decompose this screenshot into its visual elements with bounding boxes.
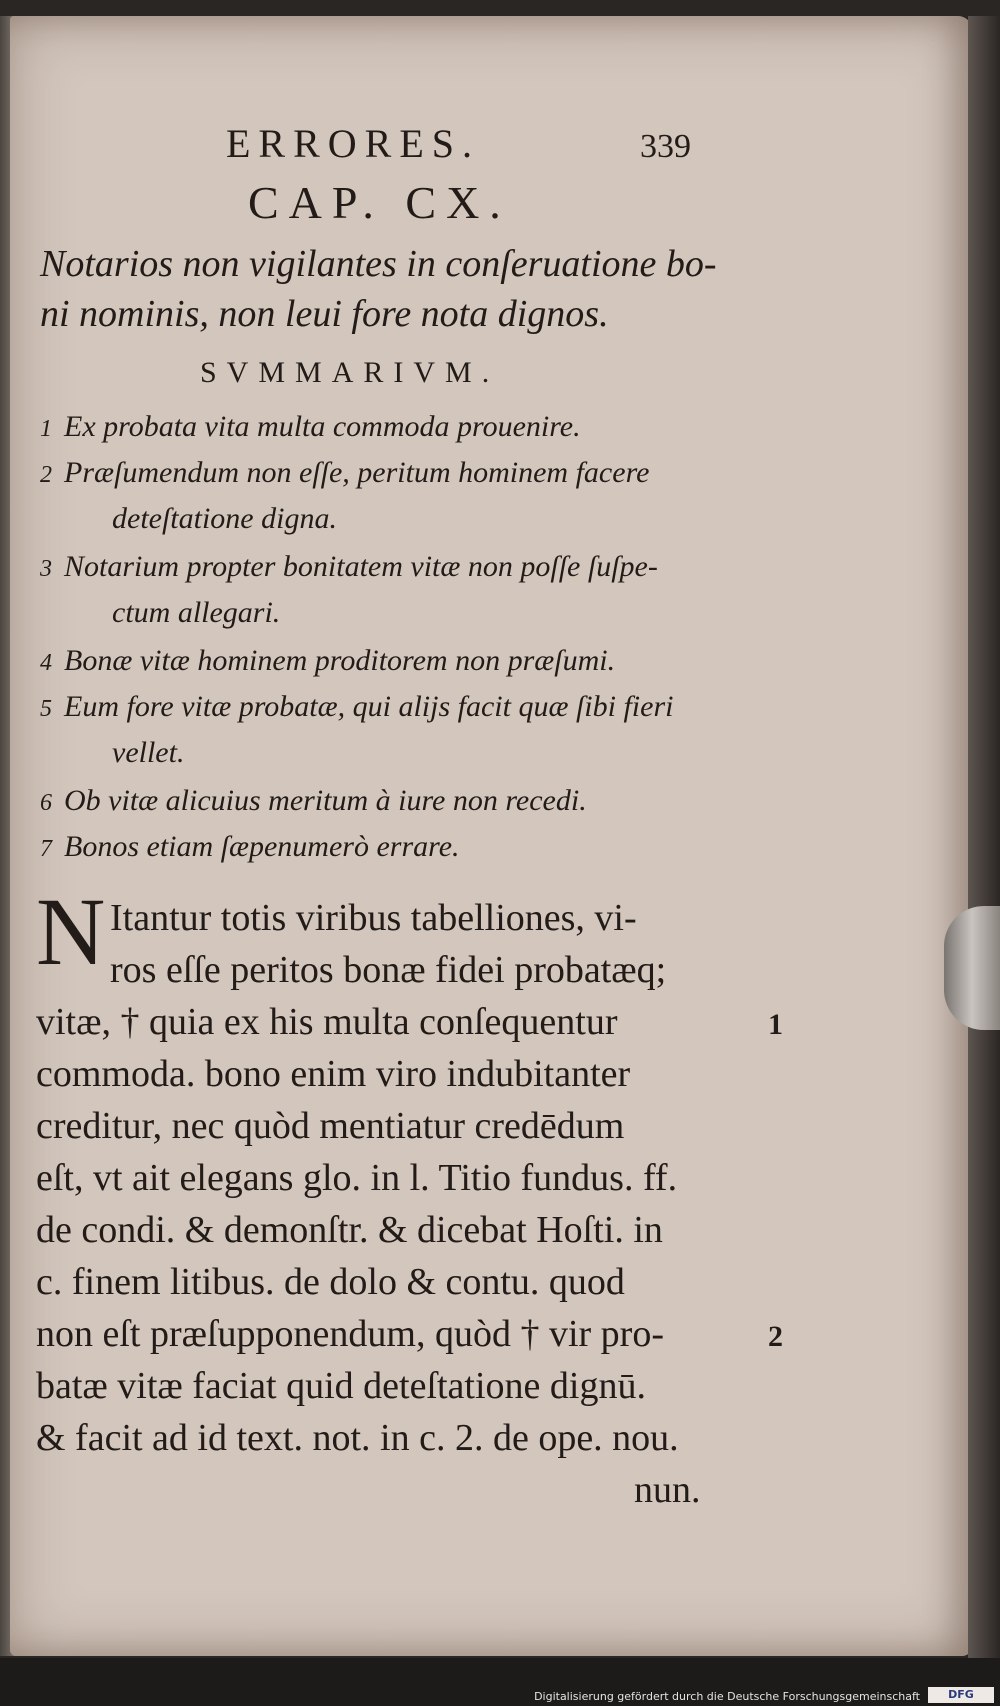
summary-number: 4	[40, 650, 52, 676]
summary-item-continuation: deteſtatione digna.	[112, 502, 337, 535]
chapter-heading-line: ni nominis, non leui fore nota dignos.	[40, 293, 609, 335]
body-line: c. finem litibus. de dolo & contu. quod	[36, 1261, 625, 1303]
summary-number: 6	[40, 790, 52, 816]
summary-item-continuation: ctum allegari.	[112, 596, 281, 629]
body-line: ros eſſe peritos bonæ fidei probatæq;	[110, 949, 667, 991]
summary-item: Ex probata vita multa commoda prouenire.	[64, 410, 581, 443]
running-title: ERRORES.	[226, 121, 481, 166]
summary-item: Notarium propter bonitatem vitæ non poſſe ſuſpe-	[64, 550, 658, 583]
drop-initial: N	[36, 878, 106, 985]
summary-number: 5	[40, 696, 52, 722]
body-line: creditur, nec quòd mentiatur credēdum	[36, 1105, 625, 1147]
summary-item: Ob vitæ alicuius meritum à iure non recedi.	[64, 784, 587, 817]
page-clip	[944, 906, 1000, 1030]
summary-item: Bonæ vitæ hominem proditorem non præſumi.	[64, 644, 616, 677]
margin-note-number: 1	[768, 1008, 783, 1041]
digitization-credit: Digitalisierung gefördert durch die Deutsche Forschungsgemeinschaft	[534, 1690, 920, 1703]
margin-note-number: 2	[768, 1320, 783, 1353]
summary-number: 7	[40, 836, 52, 862]
body-line: vitæ, † quia ex his multa conſequentur	[36, 1001, 618, 1043]
summary-item: Eum fore vitæ probatæ, qui alijs facit quæ ſibi fieri	[64, 690, 674, 723]
summary-number: 1	[40, 416, 52, 442]
catchword: nun.	[634, 1469, 701, 1511]
body-line: eſt, vt ait elegans glo. in l. Titio fundus. ff.	[36, 1157, 678, 1199]
page-number: 339	[640, 128, 691, 165]
body-line: de condi. & demonſtr. & dicebat Hoſti. in	[36, 1209, 663, 1251]
summary-item: Bonos etiam ſæpenumerò errare.	[64, 830, 460, 863]
body-line: commoda. bono enim viro indubitanter	[36, 1053, 631, 1095]
body-line: batæ vitæ faciat quid deteſtatione dignū.	[36, 1365, 646, 1407]
chapter-title: CAP. CX.	[248, 177, 511, 228]
body-line: Itantur totis viribus tabelliones, vi-	[110, 897, 637, 939]
summary-label: SVMMARIVM.	[200, 356, 500, 389]
body-line: & facit ad id text. not. in c. 2. de ope. nou.	[36, 1417, 679, 1459]
summary-item-continuation: vellet.	[112, 736, 185, 769]
summary-item: Præſumendum non eſſe, peritum hominem facere	[64, 456, 650, 489]
summary-number: 3	[40, 556, 52, 582]
page-edge	[968, 16, 1000, 1666]
body-line: non eſt præſupponendum, quòd † vir pro-	[36, 1313, 664, 1355]
chapter-heading-line: Notarios non vigilantes in conſeruatione bo-	[40, 243, 717, 285]
dfg-logo: DFG	[928, 1687, 994, 1703]
summary-number: 2	[40, 462, 52, 488]
